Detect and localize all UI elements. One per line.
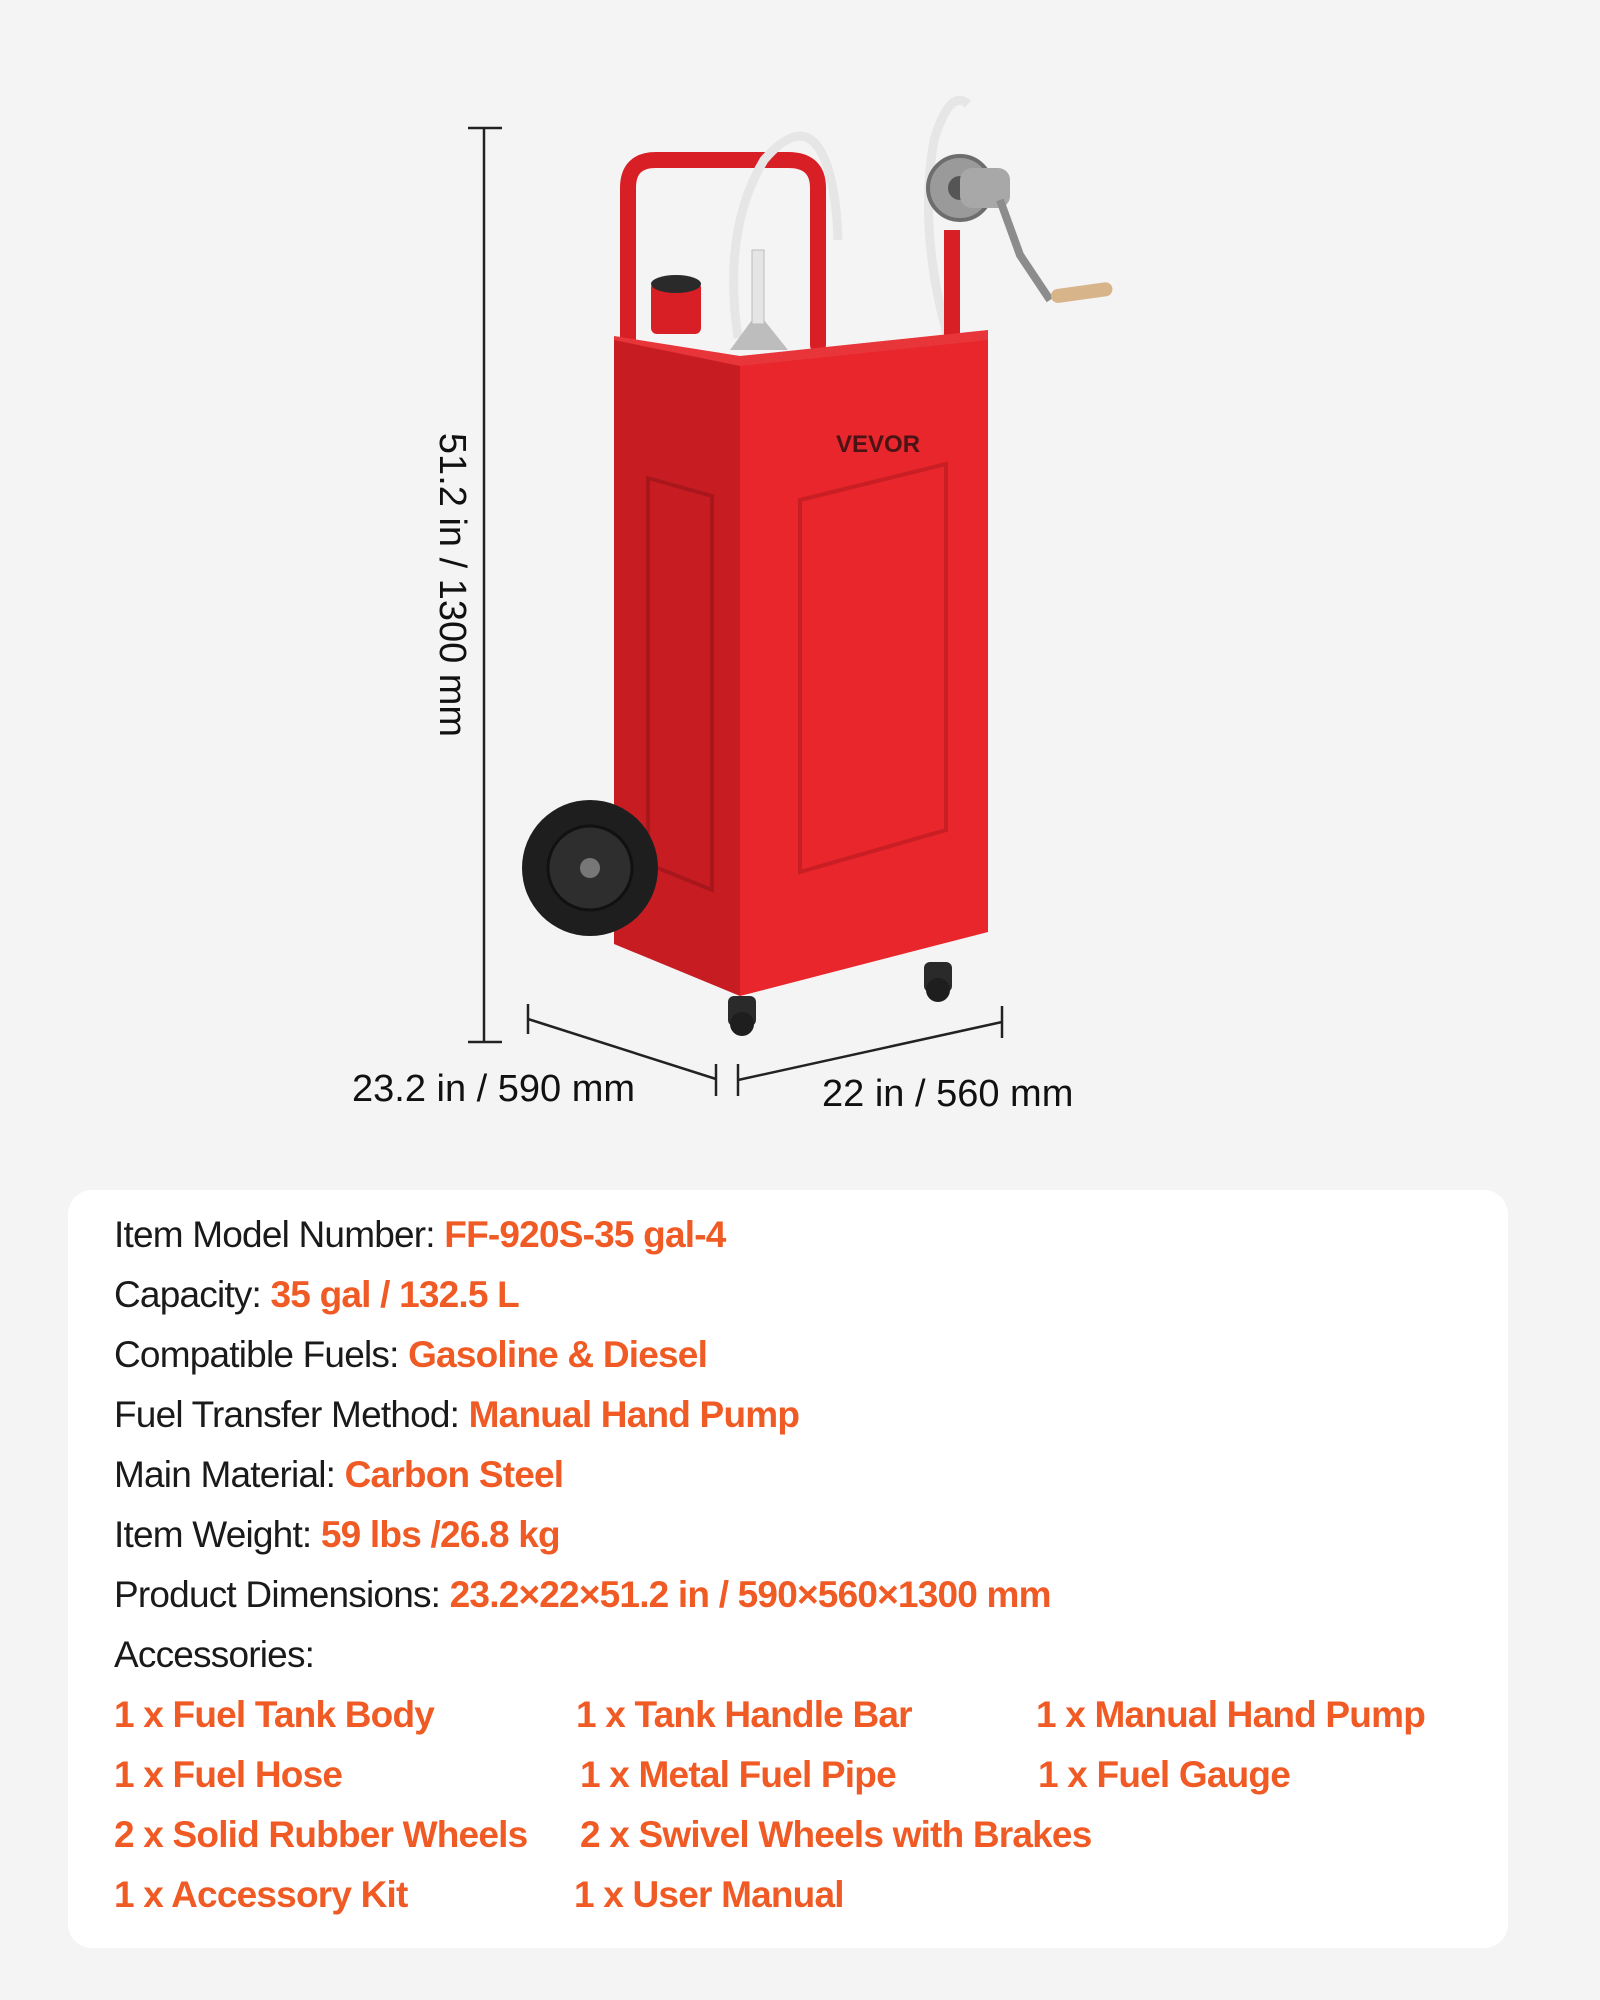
spec-transfer-method — [114, 1393, 799, 1437]
height-dimension-label: 51.2 in / 1300 mm — [431, 432, 473, 738]
accessory-item: 2 x Solid Rubber Wheels — [114, 1814, 528, 1855]
spec-model-number — [114, 1213, 726, 1257]
accessory-item: 1 x Fuel Tank Body — [114, 1694, 435, 1735]
accessory-item: 1 x Tank Handle Bar — [576, 1694, 912, 1735]
spec-item-weight — [114, 1513, 560, 1557]
spec-value: 35 gal / 132.5 L — [270, 1274, 519, 1315]
spec-value: Manual Hand Pump — [468, 1394, 800, 1435]
spec-value: Gasoline & Diesel — [408, 1334, 708, 1375]
spec-label: Capacity: — [114, 1274, 262, 1315]
spec-value: Carbon Steel — [344, 1454, 564, 1495]
spec-label: Item Model Number: — [114, 1214, 435, 1255]
spec-label: Item Weight: — [114, 1514, 312, 1555]
accessory-item: 1 x Fuel Hose — [114, 1754, 343, 1795]
width-dimension-label: 22 in / 560 mm — [822, 1073, 1074, 1115]
spec-capacity — [114, 1273, 519, 1317]
accessory-item: 2 x Swivel Wheels with Brakes — [580, 1814, 1092, 1855]
spec-label: Fuel Transfer Method: — [114, 1394, 460, 1435]
spec-value: 23.2×22×51.2 in / 590×560×1300 mm — [449, 1574, 1051, 1615]
accessory-item: 1 x Manual Hand Pump — [1036, 1694, 1426, 1735]
accessory-item: 1 x User Manual — [574, 1874, 844, 1915]
depth-dimension-label: 23.2 in / 590 mm — [352, 1068, 636, 1110]
brand-logo: VEVOR — [836, 431, 921, 458]
spec-card — [68, 1190, 1508, 1948]
spec-value: FF-920S-35 gal-4 — [444, 1214, 726, 1255]
spec-product-dimensions — [114, 1573, 1051, 1617]
fuel-caddy-illustration — [522, 100, 1113, 1036]
spec-value: 59 lbs /26.8 kg — [320, 1514, 560, 1555]
spec-main-material — [114, 1453, 563, 1497]
accessories-heading: Accessories: — [114, 1634, 315, 1675]
spec-compatible-fuels — [114, 1333, 707, 1377]
accessory-item: 1 x Metal Fuel Pipe — [580, 1754, 896, 1795]
spec-label: Compatible Fuels: — [114, 1334, 399, 1375]
spec-label: Product Dimensions: — [114, 1574, 441, 1615]
accessory-item: 1 x Fuel Gauge — [1038, 1754, 1290, 1795]
accessory-item: 1 x Accessory Kit — [114, 1874, 408, 1915]
spec-label: Main Material: — [114, 1454, 336, 1495]
